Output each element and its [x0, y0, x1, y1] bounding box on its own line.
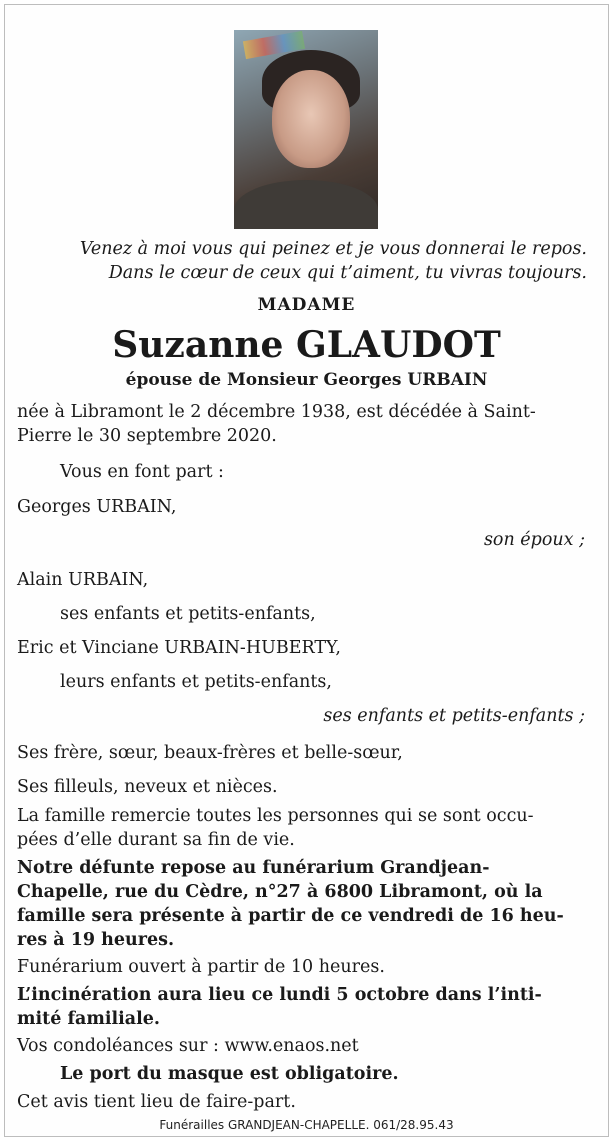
deceased-name: Suzanne GLAUDOT: [112, 324, 501, 366]
family-siblings: Ses frère, sœur, beaux-frères et belle-sœur,: [17, 743, 403, 763]
cremation-line-1: L’incinération aura lieu ce lundi 5 octobre dans l’inti-: [17, 985, 542, 1005]
opening-hours: Funérarium ouvert à partir de 10 heures.: [17, 957, 385, 977]
quote-line-1: Venez à moi vous qui peinez et je vous donnerai le repos.: [79, 239, 587, 259]
spouse-line: épouse de Monsieur Georges URBAIN: [125, 370, 488, 390]
family-children-role: ses enfants et petits-enfants ;: [323, 706, 585, 726]
thanks-line-2: pées d’elle durant sa fin de vie.: [17, 830, 295, 850]
repose-line-3: famille sera présente à partir de ce vendredi de 16 heu-: [17, 906, 564, 926]
funeral-home-footer: Funérailles GRANDJEAN-CHAPELLE. 061/28.95.43: [159, 1118, 454, 1132]
birth-line-2: Pierre le 30 septembre 2020.: [17, 426, 277, 446]
thanks-line-1: La famille remercie toutes les personnes qui se sont occu-: [17, 806, 534, 826]
repose-line-2: Chapelle, rue du Cèdre, n°27 à 6800 Libramont, où la: [17, 882, 543, 902]
mask-notice: Le port du masque est obligatoire.: [60, 1064, 399, 1084]
notice-line: Cet avis tient lieu de faire-part.: [17, 1092, 296, 1112]
portrait-photo: [234, 30, 378, 229]
family-husband: Georges URBAIN,: [17, 497, 177, 517]
quote-line-2: Dans le cœur de ceux qui t’aiment, tu vivras toujours.: [108, 263, 587, 283]
birth-line-1: née à Libramont le 2 décembre 1938, est décédée à Saint-: [17, 402, 536, 422]
cremation-line-2: mité familiale.: [17, 1009, 161, 1029]
repose-line-1: Notre défunte repose au funérarium Grandjean-: [17, 858, 490, 878]
obituary-notice: [4, 4, 609, 1137]
family-child2: Eric et Vinciane URBAIN-HUBERTY,: [17, 638, 341, 658]
family-child1: Alain URBAIN,: [17, 570, 149, 590]
family-child2-sub: leurs enfants et petits-enfants,: [60, 672, 332, 692]
family-godchildren: Ses filleuls, neveux et nièces.: [17, 777, 278, 797]
title: MADAME: [257, 295, 356, 315]
condolences: Vos condoléances sur : www.enaos.net: [17, 1036, 359, 1056]
family-child1-sub: ses enfants et petits-enfants,: [60, 604, 316, 624]
announce: Vous en font part :: [60, 462, 224, 482]
family-husband-role: son époux ;: [483, 530, 585, 550]
repose-line-4: res à 19 heures.: [17, 930, 175, 950]
